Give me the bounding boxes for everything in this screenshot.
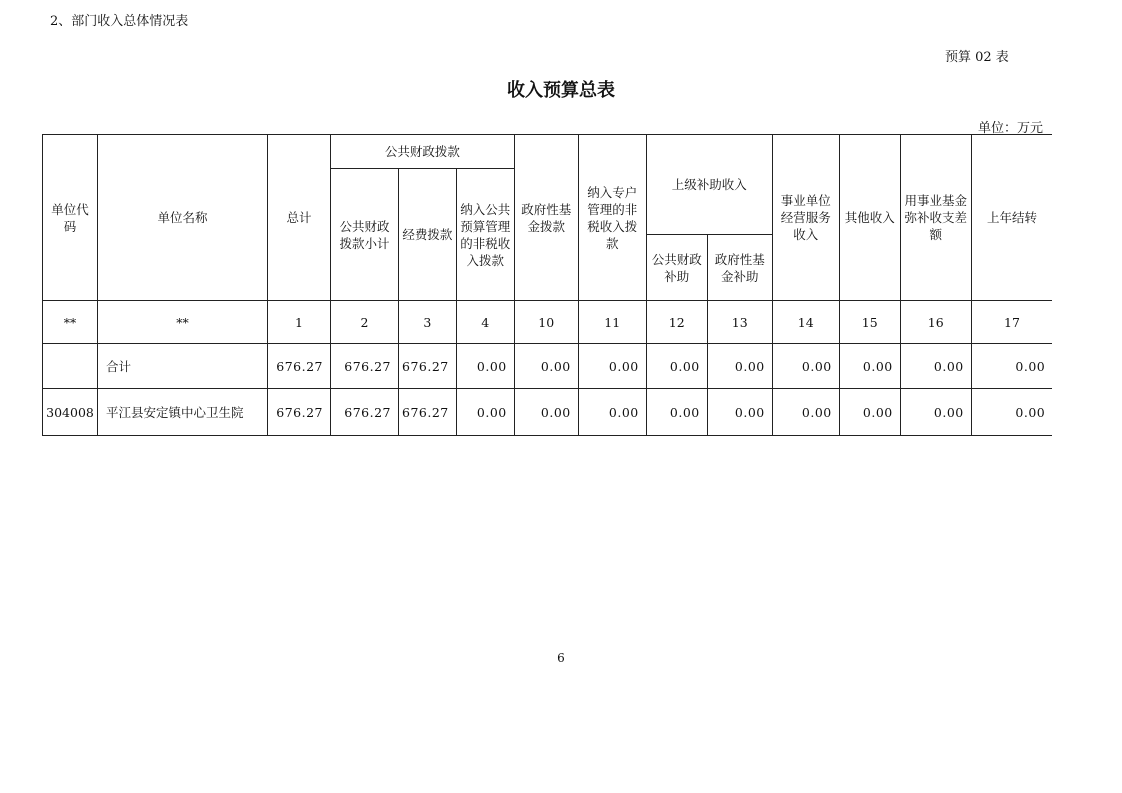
index-cell: 17 <box>971 301 1052 344</box>
header-gov-fund: 政府性基金拨款 <box>514 135 578 301</box>
header-unit-name: 单位名称 <box>98 135 268 301</box>
value-cell: 0.00 <box>707 344 772 389</box>
header-unit-code: 单位代码 <box>43 135 98 301</box>
index-cell: 4 <box>456 301 514 344</box>
value-cell: 0.00 <box>772 389 839 436</box>
unit-name-cell: 平江县安定镇中心卫生院 <box>98 389 268 436</box>
value-cell: 676.27 <box>399 389 457 436</box>
index-cell: 3 <box>399 301 457 344</box>
index-cell: 12 <box>646 301 707 344</box>
value-cell: 0.00 <box>900 389 971 436</box>
index-cell: 11 <box>578 301 646 344</box>
unit-name-cell: 合计 <box>98 344 268 389</box>
unit-label: 单位：万元 <box>978 121 1044 136</box>
value-cell: 0.00 <box>514 389 578 436</box>
value-cell: 0.00 <box>900 344 971 389</box>
page-title: 收入预算总表 <box>507 80 615 101</box>
index-row <box>43 301 1053 344</box>
header-public-subtotal: 公共财政拨款小计 <box>331 169 399 301</box>
value-cell: 0.00 <box>707 389 772 436</box>
value-cell: 0.00 <box>646 344 707 389</box>
unit-code-cell: 304008 <box>43 389 98 436</box>
index-cell: 15 <box>839 301 900 344</box>
table-row <box>43 389 1053 436</box>
section-title: 2、部门收入总体情况表 <box>50 14 189 29</box>
index-cell: 10 <box>514 301 578 344</box>
value-cell: 676.27 <box>268 344 331 389</box>
header-special-non-tax: 纳入专户管理的非税收入拨款 <box>578 135 646 301</box>
index-cell: ** <box>43 301 98 344</box>
header-business-income: 事业单位经营服务收入 <box>772 135 839 301</box>
value-cell: 676.27 <box>399 344 457 389</box>
value-cell: 0.00 <box>646 389 707 436</box>
index-cell: 13 <box>707 301 772 344</box>
index-cell: 2 <box>331 301 399 344</box>
header-other-income: 其他收入 <box>839 135 900 301</box>
value-cell: 0.00 <box>514 344 578 389</box>
index-cell: ** <box>98 301 268 344</box>
header-non-tax: 纳入公共预算管理的非税收入拨款 <box>456 169 514 301</box>
value-cell: 0.00 <box>578 344 646 389</box>
unit-code-cell <box>43 344 98 389</box>
header-public-fiscal: 公共财政拨款 <box>331 135 515 169</box>
table-row <box>43 344 1053 389</box>
form-number: 预算 02 表 <box>945 50 1009 65</box>
index-cell: 16 <box>900 301 971 344</box>
value-cell: 0.00 <box>971 344 1052 389</box>
header-total: 总计 <box>268 135 331 301</box>
income-budget-table <box>42 134 1052 436</box>
value-cell: 0.00 <box>772 344 839 389</box>
page-number: 6 <box>557 651 565 665</box>
value-cell: 0.00 <box>456 344 514 389</box>
header-last-year: 上年结转 <box>971 135 1052 301</box>
header-funding: 经费拨款 <box>399 169 457 301</box>
header-superior-public: 公共财政补助 <box>646 235 707 301</box>
value-cell: 0.00 <box>839 389 900 436</box>
value-cell: 0.00 <box>456 389 514 436</box>
value-cell: 0.00 <box>839 344 900 389</box>
value-cell: 0.00 <box>578 389 646 436</box>
index-cell: 14 <box>772 301 839 344</box>
value-cell: 676.27 <box>331 389 399 436</box>
index-cell: 1 <box>268 301 331 344</box>
header-fund-balance: 用事业基金弥补收支差额 <box>900 135 971 301</box>
value-cell: 676.27 <box>268 389 331 436</box>
value-cell: 0.00 <box>971 389 1052 436</box>
header-superior-subsidy: 上级补助收入 <box>646 135 772 235</box>
header-superior-gov: 政府性基金补助 <box>707 235 772 301</box>
header-row-1 <box>43 135 1053 169</box>
value-cell: 676.27 <box>331 344 399 389</box>
